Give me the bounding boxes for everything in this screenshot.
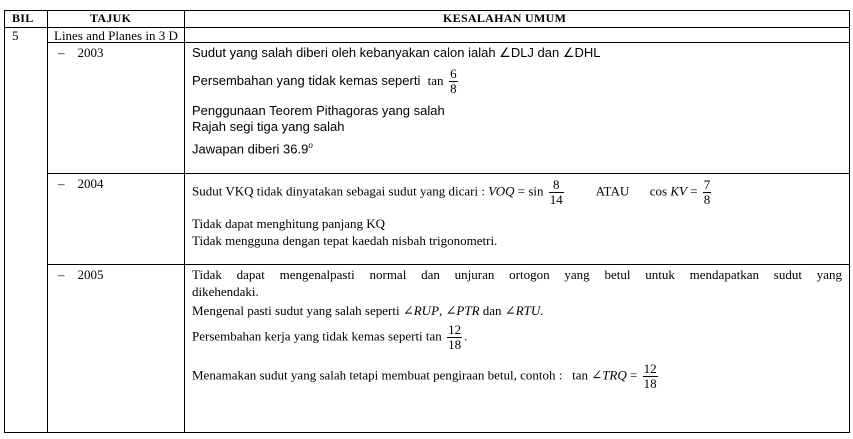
error-2005-untidy-work: Persembahan kerja yang tidak kemas seperti tan $\frac{12}{18}$ . (192, 322, 468, 352)
header-tajuk: TAJUK (90, 11, 132, 25)
degree-superscript: o (308, 140, 313, 150)
error-2004-text: Sudut VKQ tidak dinyatakan sebagai sudut yang dicari : (192, 183, 485, 199)
table-border-bottom (4, 432, 850, 433)
bil-column-rule (47, 10, 48, 433)
row-2003-bottom-rule (47, 173, 850, 174)
table-border-left (4, 10, 5, 433)
error-2005-wrong-name (192, 362, 660, 391)
angle-rup: ∠RUP (402, 303, 440, 318)
table-border-right (849, 10, 850, 433)
row-number: 5 (12, 28, 19, 43)
error-2005-normal-projection-cont: dikehendaki. (192, 284, 259, 299)
tan-function: tan (427, 72, 444, 88)
wrong-name-text: Menamakan sudut yang salah tetapi membuat pengiraan betul, contoh : (192, 367, 563, 383)
tan-function: tan (572, 367, 589, 383)
year-2003-label: – 2003 (58, 45, 104, 60)
fraction-6-8 (449, 67, 458, 96)
year-2004-label: – 2004 (58, 176, 104, 191)
expr-voq: VOQ (488, 183, 515, 199)
numerator: 6 (450, 66, 457, 81)
fraction-7-8 (703, 178, 712, 207)
denominator: 18 (643, 376, 657, 391)
angle-trq: ∠TRQ (591, 367, 627, 383)
expr-eq-sin: = sin (517, 183, 544, 199)
error-2003-triangle: Rajah segi tiga yang salah (192, 119, 345, 134)
angle-rtu: ∠RTU (504, 303, 541, 318)
expr-eq: = (630, 367, 638, 383)
angle-ptr: ∠PTR (445, 303, 480, 318)
year-2003: 2003 (77, 45, 104, 60)
untidy-work-text: Persembahan kerja yang tidak kemas seperti tan (192, 328, 442, 344)
denominator: 8 (703, 192, 711, 207)
year-2004: 2004 (77, 176, 104, 191)
or-label: ATAU (595, 183, 630, 199)
numerator: 12 (643, 361, 657, 376)
topic-title: Lines and Planes in 3 D (54, 28, 178, 43)
numerator: 8 (549, 178, 564, 193)
answer-text: Jawapan diberi 36.9 (192, 141, 309, 157)
expr-kv: KV (670, 183, 687, 199)
denominator: 8 (450, 81, 457, 96)
error-2003-answer (192, 138, 313, 156)
error-2003-wrong-angle: Sudut yang salah diberi oleh kebanyakan calon ialah ∠DLJ dan ∠DHL (192, 45, 601, 60)
tajuk-column-rule-header (184, 10, 185, 28)
denominator: 18 (448, 337, 462, 352)
error-2004-angle-not-stated (192, 178, 713, 207)
header-bil: BIL (12, 11, 34, 25)
header-kesalahan-umum: KESALAHAN UMUM (443, 11, 567, 25)
error-2005-normal-projection: Tidak dapat mengenalpasti normal dan unjuran ortogon yang betul untuk mendapatkan sudut yang (192, 267, 842, 282)
expr-eq: = (690, 183, 698, 199)
tajuk-column-rule-body (184, 27, 185, 433)
error-2005-wrong-angles: Mengenal pasti sudut yang salah seperti ∠RUP, ∠PTR dan ∠RTU. (192, 303, 544, 318)
year-2005: 2005 (77, 267, 104, 282)
numerator: 7 (703, 177, 711, 192)
row-2004-bottom-rule (47, 264, 850, 265)
wrong-angles-text: Mengenal pasti sudut yang salah seperti (192, 303, 400, 318)
error-2003-untidy-text: Persembahan yang tidak kemas seperti (192, 72, 421, 88)
year-2005-label: – 2005 (58, 267, 104, 282)
numerator: 12 (448, 322, 462, 337)
error-2004-length-kq: Tidak dapat menghitung panjang KQ (192, 216, 386, 231)
error-2004-trig-ratio: Tidak mengguna dengan tepat kaedah nisbah trigonometri. (192, 233, 498, 248)
fraction-12-18 (447, 323, 462, 352)
fraction-8-14 (549, 178, 564, 207)
denominator: 14 (549, 192, 563, 207)
error-2003-untidy (192, 67, 460, 96)
and-word: dan (482, 303, 502, 318)
cos-function: cos (649, 183, 668, 199)
fraction-12-18-example (643, 362, 658, 391)
error-2003-pythagoras: Penggunaan Teorem Pithagoras yang salah (192, 103, 445, 118)
